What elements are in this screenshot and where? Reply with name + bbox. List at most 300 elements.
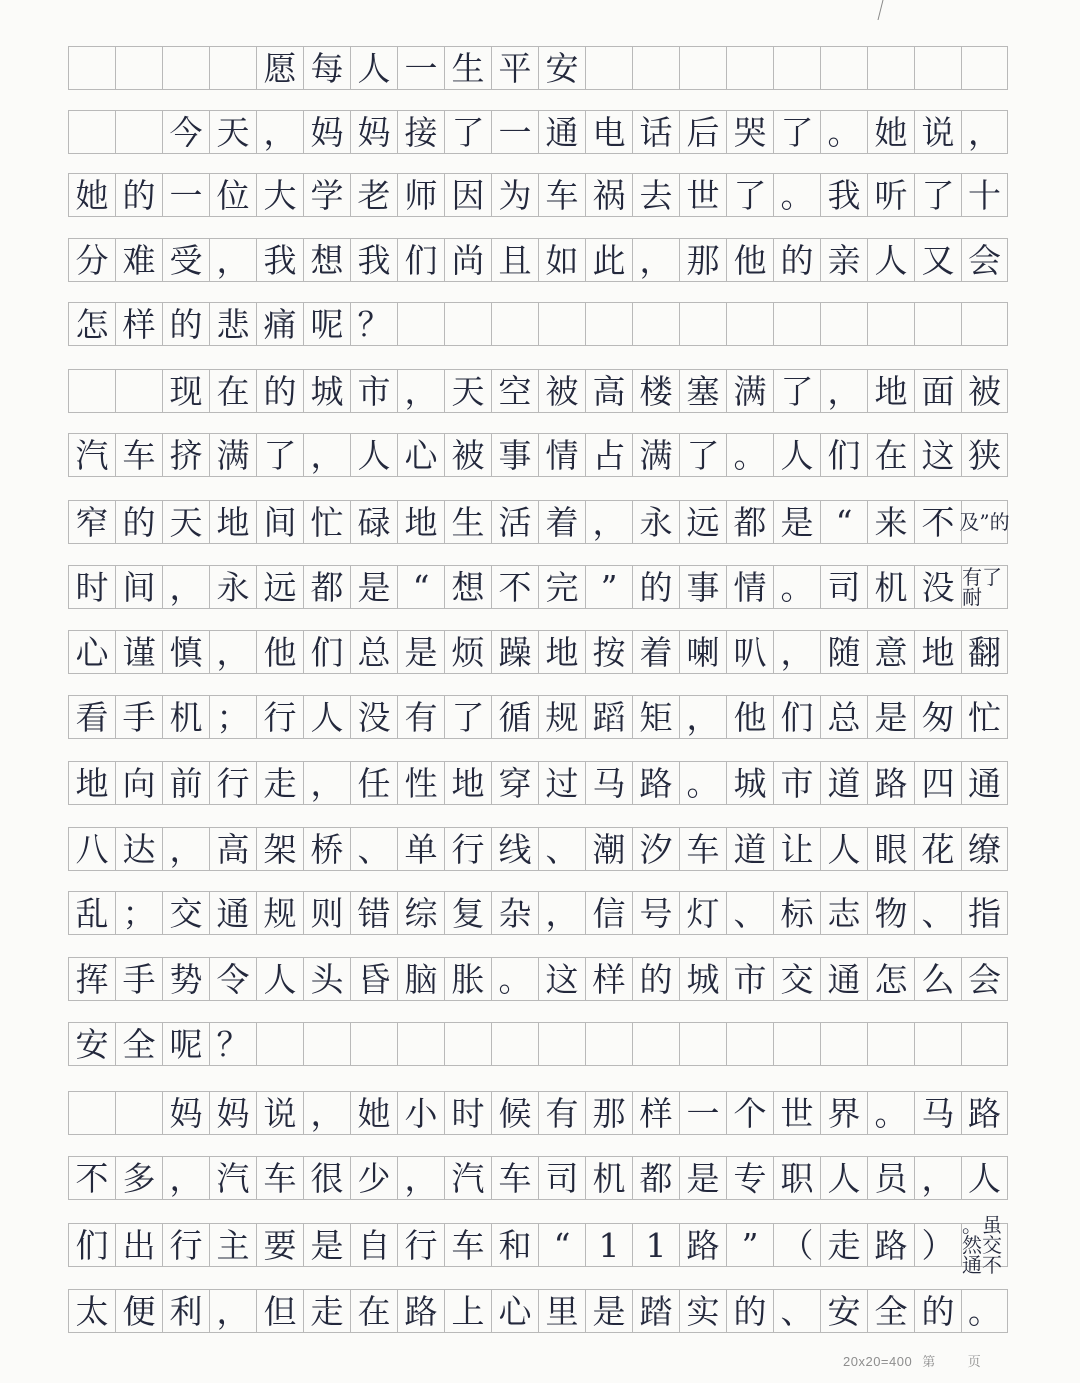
grid-cell: 有了耐 xyxy=(961,565,1008,609)
grid-cell xyxy=(726,1022,773,1066)
grid-cell: 天 xyxy=(162,500,209,544)
grid-cell: ， xyxy=(773,630,820,674)
grid-cell: 没 xyxy=(350,695,397,739)
grid-cell: 怎 xyxy=(68,302,115,346)
grid-cell xyxy=(820,46,867,90)
grid-cell: 手 xyxy=(115,957,162,1001)
grid-cell: 路 xyxy=(961,1091,1008,1135)
grid-cell: 地 xyxy=(68,761,115,805)
grid-cell: 一 xyxy=(397,46,444,90)
grid-cell: 桥 xyxy=(303,827,350,871)
grid-cell: ， xyxy=(162,827,209,871)
grid-cell xyxy=(444,1022,491,1066)
grid-cell: 号 xyxy=(632,891,679,935)
grid-cell: 机 xyxy=(162,695,209,739)
grid-cell: 悲 xyxy=(209,302,256,346)
grid-cell: 和 xyxy=(491,1223,538,1267)
grid-cell: 每 xyxy=(303,46,350,90)
essay-line xyxy=(68,500,1008,544)
grid-cell: 世 xyxy=(679,173,726,217)
essay-line xyxy=(68,891,1008,935)
essay-title-row xyxy=(68,46,1008,90)
grid-cell: 地 xyxy=(867,369,914,413)
grid-cell: 信 xyxy=(585,891,632,935)
grid-cell: 们 xyxy=(397,238,444,282)
grid-cell: 头 xyxy=(303,957,350,1001)
grid-cell xyxy=(397,1022,444,1066)
grid-cell: 呢 xyxy=(303,302,350,346)
grid-cell: 1 xyxy=(585,1223,632,1267)
grid-cell: 哭 xyxy=(726,110,773,154)
grid-cell: 全 xyxy=(867,1289,914,1333)
grid-cell xyxy=(773,46,820,90)
essay-line xyxy=(68,565,1008,609)
grid-cell: 满 xyxy=(209,433,256,477)
grid-cell: 市 xyxy=(773,761,820,805)
grid-cell xyxy=(115,110,162,154)
grid-cell: 有 xyxy=(538,1091,585,1135)
grid-cell: 但 xyxy=(256,1289,303,1333)
grid-cell xyxy=(961,1022,1008,1066)
grid-cell: 机 xyxy=(867,565,914,609)
grid-cell: 路 xyxy=(679,1223,726,1267)
grid-cell: 人 xyxy=(820,1156,867,1200)
grid-cell: 交 xyxy=(162,891,209,935)
grid-cell: 慎 xyxy=(162,630,209,674)
page-suffix-label: 页 xyxy=(967,1354,982,1369)
grid-cell: 接 xyxy=(397,110,444,154)
grid-cell: ， xyxy=(914,1156,961,1200)
grid-cell: 则 xyxy=(303,891,350,935)
grid-cell: 是 xyxy=(867,695,914,739)
grid-cell: 地 xyxy=(444,761,491,805)
grid-cell: 行 xyxy=(162,1223,209,1267)
grid-cell: 。 xyxy=(491,957,538,1001)
grid-cell: 是 xyxy=(350,565,397,609)
grid-cell: 听 xyxy=(867,173,914,217)
grid-cell: 远 xyxy=(679,500,726,544)
grid-cell: 八 xyxy=(68,827,115,871)
grid-cell: 总 xyxy=(350,630,397,674)
grid-cell: 妈 xyxy=(303,110,350,154)
grid-cell: 行 xyxy=(209,761,256,805)
grid-cell: 想 xyxy=(444,565,491,609)
grid-cell: 车 xyxy=(538,173,585,217)
essay-line xyxy=(68,1091,1008,1135)
grid-cell: 了 xyxy=(773,369,820,413)
grid-cell: 都 xyxy=(303,565,350,609)
grid-cell: 电 xyxy=(585,110,632,154)
grid-cell: 是 xyxy=(585,1289,632,1333)
grid-cell: 标 xyxy=(773,891,820,935)
grid-cell: 如 xyxy=(538,238,585,282)
grid-cell: 前 xyxy=(162,761,209,805)
grid-cell: ， xyxy=(961,110,1008,154)
grid-cell: 路 xyxy=(867,1223,914,1267)
grid-cell: 自 xyxy=(350,1223,397,1267)
grid-cell: 个 xyxy=(726,1091,773,1135)
grid-cell: 及”的 xyxy=(961,500,1008,544)
grid-cell: 妈 xyxy=(350,110,397,154)
grid-cell: 循 xyxy=(491,695,538,739)
grid-cell: 、 xyxy=(914,891,961,935)
grid-cell: 车 xyxy=(444,1223,491,1267)
grid-cell: “ xyxy=(397,565,444,609)
grid-cell: 的 xyxy=(115,173,162,217)
grid-cell: 四 xyxy=(914,761,961,805)
grid-cell: 受 xyxy=(162,238,209,282)
grid-cell: 。 xyxy=(773,173,820,217)
grid-cell: 。 xyxy=(961,1289,1008,1333)
grid-cell: 世 xyxy=(773,1091,820,1135)
grid-cell: 们 xyxy=(303,630,350,674)
grid-cell: 翻 xyxy=(961,630,1008,674)
grid-cell: 那 xyxy=(585,1091,632,1135)
grid-cell: 人 xyxy=(820,827,867,871)
grid-cell: 意 xyxy=(867,630,914,674)
grid-cell: 车 xyxy=(491,1156,538,1200)
grid-cell: 是 xyxy=(303,1223,350,1267)
grid-cell: （ xyxy=(773,1223,820,1267)
grid-cell: 车 xyxy=(256,1156,303,1200)
grid-cell: 现 xyxy=(162,369,209,413)
grid-cell: 乱 xyxy=(68,891,115,935)
grid-cell: 情 xyxy=(538,433,585,477)
grid-cell: 人 xyxy=(961,1156,1008,1200)
grid-cell: 上 xyxy=(444,1289,491,1333)
grid-cell: 满 xyxy=(632,433,679,477)
grid-cell: 全 xyxy=(115,1022,162,1066)
grid-cell: 志 xyxy=(820,891,867,935)
grid-cell: 不 xyxy=(914,500,961,544)
grid-cell: 忙 xyxy=(961,695,1008,739)
grid-cell xyxy=(726,46,773,90)
grid-cell: 行 xyxy=(444,827,491,871)
grid-cell: 走 xyxy=(820,1223,867,1267)
grid-cell: 令 xyxy=(209,957,256,1001)
essay-line xyxy=(68,173,1008,217)
grid-cell xyxy=(162,46,209,90)
grid-cell: 地 xyxy=(397,500,444,544)
essay-line xyxy=(68,238,1008,282)
grid-cell: 花 xyxy=(914,827,961,871)
grid-cell: 1 xyxy=(632,1223,679,1267)
grid-cell xyxy=(679,1022,726,1066)
grid-cell: 平 xyxy=(491,46,538,90)
grid-cell: 着 xyxy=(538,500,585,544)
grid-cell: 主 xyxy=(209,1223,256,1267)
grid-cell: 缭 xyxy=(961,827,1008,871)
grid-cell: 候 xyxy=(491,1091,538,1135)
grid-cell: 我 xyxy=(820,173,867,217)
grid-cell: 今 xyxy=(162,110,209,154)
grid-cell: ， xyxy=(303,433,350,477)
grid-cell: 里 xyxy=(538,1289,585,1333)
grid-cell xyxy=(961,46,1008,90)
grid-cell: 祸 xyxy=(585,173,632,217)
grid-cell: 了 xyxy=(256,433,303,477)
grid-cell: 心 xyxy=(397,433,444,477)
grid-cell: 愿 xyxy=(256,46,303,90)
grid-cell: 这 xyxy=(538,957,585,1001)
essay-line xyxy=(68,1156,1008,1200)
grid-cell: 样 xyxy=(632,1091,679,1135)
grid-cell: 指 xyxy=(961,891,1008,935)
grid-cell: 且 xyxy=(491,238,538,282)
grid-cell: 一 xyxy=(162,173,209,217)
grid-cell: “ xyxy=(820,500,867,544)
grid-cell xyxy=(726,302,773,346)
grid-cell: 安 xyxy=(820,1289,867,1333)
grid-cell: ， xyxy=(820,369,867,413)
grid-cell xyxy=(632,302,679,346)
grid-cell: 总 xyxy=(820,695,867,739)
grid-cell: 亲 xyxy=(820,238,867,282)
essay-line xyxy=(68,957,1008,1001)
grid-cell: 不 xyxy=(491,565,538,609)
grid-cell: 我 xyxy=(256,238,303,282)
grid-cell xyxy=(397,302,444,346)
grid-cell: 这 xyxy=(914,433,961,477)
grid-cell: 此 xyxy=(585,238,632,282)
grid-cell: 走 xyxy=(256,761,303,805)
grid-cell: 碌 xyxy=(350,500,397,544)
grid-cell: 地 xyxy=(914,630,961,674)
grid-cell: 。虽然交通不 xyxy=(961,1223,1008,1267)
grid-cell: 被 xyxy=(961,369,1008,413)
grid-cell: 去 xyxy=(632,173,679,217)
grid-cell: 都 xyxy=(726,500,773,544)
grid-cell: 看 xyxy=(68,695,115,739)
grid-cell: 规 xyxy=(256,891,303,935)
grid-cell: 狭 xyxy=(961,433,1008,477)
grid-cell: 样 xyxy=(585,957,632,1001)
grid-cell: 穿 xyxy=(491,761,538,805)
grid-cell: 烦 xyxy=(444,630,491,674)
grid-cell xyxy=(773,1022,820,1066)
grid-cell: 司 xyxy=(538,1156,585,1200)
grid-cell: 、 xyxy=(538,827,585,871)
grid-cell: 车 xyxy=(115,433,162,477)
grid-cell: 通 xyxy=(538,110,585,154)
grid-cell: 。 xyxy=(820,110,867,154)
grid-cell: 向 xyxy=(115,761,162,805)
grid-cell xyxy=(914,1022,961,1066)
grid-cell: 路 xyxy=(632,761,679,805)
grid-cell: 行 xyxy=(397,1223,444,1267)
grid-cell: 太 xyxy=(68,1289,115,1333)
grid-cell: 机 xyxy=(585,1156,632,1200)
grid-cell: ； xyxy=(209,695,256,739)
grid-cell: 的 xyxy=(726,1289,773,1333)
grid-cell: 大 xyxy=(256,173,303,217)
grid-spec-label: 20x20=400 xyxy=(843,1354,913,1369)
grid-cell: 线 xyxy=(491,827,538,871)
grid-cell xyxy=(256,1022,303,1066)
grid-cell xyxy=(914,302,961,346)
grid-cell: 随 xyxy=(820,630,867,674)
grid-cell: 们 xyxy=(773,695,820,739)
grid-cell: 叭 xyxy=(726,630,773,674)
grid-cell xyxy=(115,369,162,413)
grid-cell xyxy=(68,46,115,90)
essay-line xyxy=(68,695,1008,739)
grid-cell: 间 xyxy=(115,565,162,609)
grid-cell: ， xyxy=(632,238,679,282)
grid-cell: 尚 xyxy=(444,238,491,282)
grid-cell: 都 xyxy=(632,1156,679,1200)
grid-cell: 挤 xyxy=(162,433,209,477)
grid-cell: ？ xyxy=(209,1022,256,1066)
grid-cell xyxy=(867,1022,914,1066)
grid-cell: 们 xyxy=(68,1223,115,1267)
grid-cell: 路 xyxy=(397,1289,444,1333)
grid-cell: 生 xyxy=(444,46,491,90)
essay-line xyxy=(68,110,1008,154)
grid-cell xyxy=(820,1022,867,1066)
grid-cell: 市 xyxy=(726,957,773,1001)
grid-cell: 过 xyxy=(538,761,585,805)
grid-cell: 是 xyxy=(679,1156,726,1200)
grid-cell: ） xyxy=(914,1223,961,1267)
essay-line xyxy=(68,433,1008,477)
grid-cell: 按 xyxy=(585,630,632,674)
grid-cell: 想 xyxy=(303,238,350,282)
grid-cell: 。 xyxy=(773,565,820,609)
grid-cell: 汽 xyxy=(444,1156,491,1200)
grid-cell: 的 xyxy=(256,369,303,413)
grid-cell: 复 xyxy=(444,891,491,935)
grid-cell: 天 xyxy=(444,369,491,413)
grid-cell: 那 xyxy=(679,238,726,282)
grid-cell: 说 xyxy=(256,1091,303,1135)
grid-cell: 汽 xyxy=(68,433,115,477)
grid-cell: 城 xyxy=(679,957,726,1001)
grid-cell: 匆 xyxy=(914,695,961,739)
grid-cell: 妈 xyxy=(209,1091,256,1135)
grid-cell: 实 xyxy=(679,1289,726,1333)
grid-cell xyxy=(209,46,256,90)
grid-cell xyxy=(115,1091,162,1135)
grid-cell: ， xyxy=(162,565,209,609)
grid-cell: ， xyxy=(209,238,256,282)
grid-cell: 楼 xyxy=(632,369,679,413)
grid-cell: 人 xyxy=(256,957,303,1001)
grid-cell: 了 xyxy=(773,110,820,154)
grid-cell: 地 xyxy=(538,630,585,674)
grid-cell xyxy=(491,1022,538,1066)
grid-cell: ， xyxy=(256,110,303,154)
grid-cell: 人 xyxy=(773,433,820,477)
grid-cell: 城 xyxy=(726,761,773,805)
pen-mark xyxy=(878,0,890,20)
grid-cell: 多 xyxy=(115,1156,162,1200)
essay-line xyxy=(68,761,1008,805)
grid-cell: 学 xyxy=(303,173,350,217)
grid-cell: 道 xyxy=(726,827,773,871)
grid-cell xyxy=(444,302,491,346)
grid-cell: 物 xyxy=(867,891,914,935)
grid-cell: 、 xyxy=(773,1289,820,1333)
grid-cell: 空 xyxy=(491,369,538,413)
grid-cell: ， xyxy=(303,761,350,805)
grid-cell: 的 xyxy=(914,1289,961,1333)
grid-cell: 达 xyxy=(115,827,162,871)
grid-cell: 界 xyxy=(820,1091,867,1135)
grid-cell: 事 xyxy=(491,433,538,477)
grid-cell: 综 xyxy=(397,891,444,935)
grid-cell: 高 xyxy=(209,827,256,871)
grid-cell xyxy=(115,46,162,90)
grid-cell: 事 xyxy=(679,565,726,609)
page-footer xyxy=(843,1351,981,1370)
grid-cell: 车 xyxy=(679,827,726,871)
grid-cell: 利 xyxy=(162,1289,209,1333)
grid-cell: 时 xyxy=(444,1091,491,1135)
grid-cell xyxy=(867,302,914,346)
grid-cell xyxy=(68,1091,115,1135)
grid-cell: 老 xyxy=(350,173,397,217)
grid-cell: ， xyxy=(585,500,632,544)
grid-cell: 灯 xyxy=(679,891,726,935)
grid-cell: 性 xyxy=(397,761,444,805)
grid-cell: 面 xyxy=(914,369,961,413)
grid-cell: 远 xyxy=(256,565,303,609)
grid-cell: 职 xyxy=(773,1156,820,1200)
grid-cell: ， xyxy=(209,1289,256,1333)
grid-cell xyxy=(961,302,1008,346)
grid-cell: 杂 xyxy=(491,891,538,935)
essay-line xyxy=(68,827,1008,871)
grid-cell: 么 xyxy=(914,957,961,1001)
grid-cell: 情 xyxy=(726,565,773,609)
grid-cell xyxy=(68,369,115,413)
grid-cell: 永 xyxy=(209,565,256,609)
grid-cell xyxy=(820,302,867,346)
grid-cell: 司 xyxy=(820,565,867,609)
grid-cell: 位 xyxy=(209,173,256,217)
grid-cell: 窄 xyxy=(68,500,115,544)
grid-cell: 在 xyxy=(350,1289,397,1333)
grid-cell: 要 xyxy=(256,1223,303,1267)
grid-cell xyxy=(632,1022,679,1066)
grid-cell: 。 xyxy=(726,433,773,477)
grid-cell: 有 xyxy=(397,695,444,739)
grid-cell: 的 xyxy=(162,302,209,346)
grid-cell: 单 xyxy=(397,827,444,871)
grid-cell: 会 xyxy=(961,957,1008,1001)
essay-line xyxy=(68,1213,1008,1277)
grid-cell: 昏 xyxy=(350,957,397,1001)
grid-cell xyxy=(585,302,632,346)
grid-cell: ” xyxy=(585,565,632,609)
grid-cell: 后 xyxy=(679,110,726,154)
grid-cell: 活 xyxy=(491,500,538,544)
grid-cell: 间 xyxy=(256,500,303,544)
grid-cell: 永 xyxy=(632,500,679,544)
grid-cell: 通 xyxy=(961,761,1008,805)
page-prefix-label: 第 xyxy=(922,1354,936,1369)
grid-cell: 市 xyxy=(350,369,397,413)
grid-cell: 蹈 xyxy=(585,695,632,739)
grid-cell: 矩 xyxy=(632,695,679,739)
grid-cell: 因 xyxy=(444,173,491,217)
grid-cell: 高 xyxy=(585,369,632,413)
grid-cell: 汐 xyxy=(632,827,679,871)
grid-cell: 被 xyxy=(538,369,585,413)
grid-cell: 脑 xyxy=(397,957,444,1001)
grid-cell: 说 xyxy=(914,110,961,154)
